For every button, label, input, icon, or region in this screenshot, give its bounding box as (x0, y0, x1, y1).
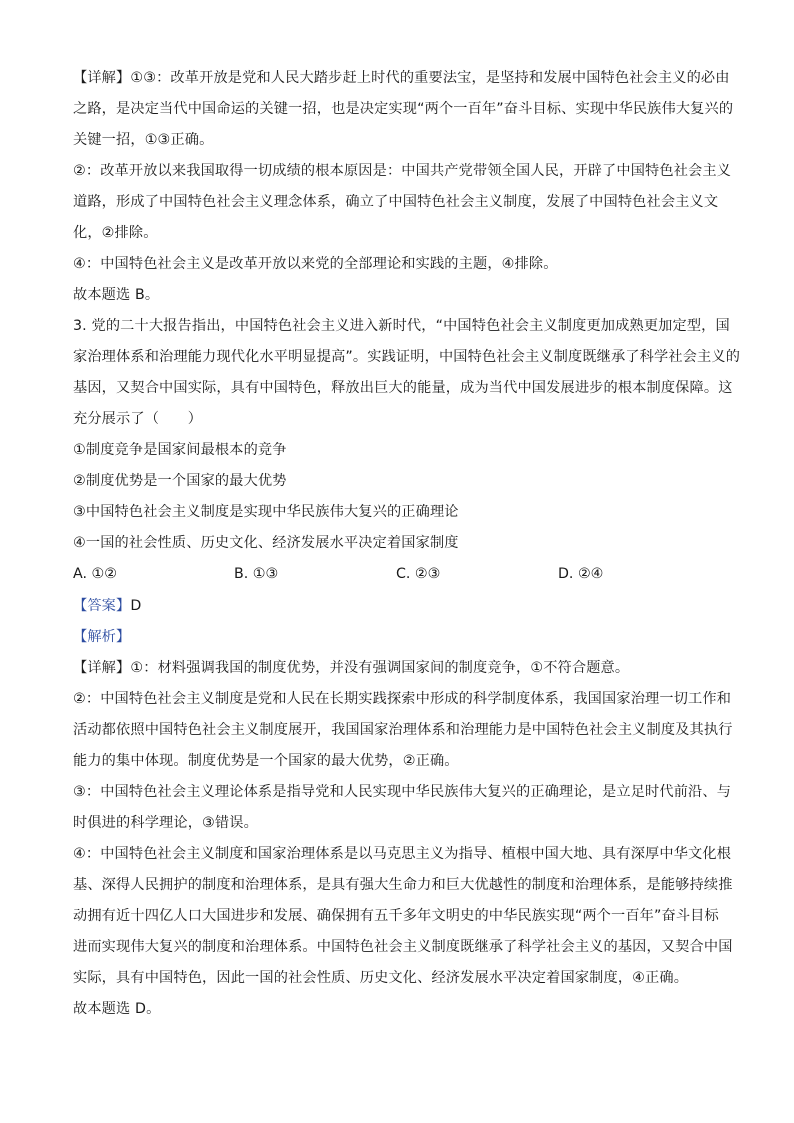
answer-line (73, 596, 723, 616)
conclusion-line: 故本题选 D。 (73, 1001, 161, 1017)
statement-3: ③中国特色社会主义制度是实现中华民族伟大复兴的正确理论 (73, 504, 459, 520)
answer-value: D (130, 598, 142, 614)
detail-line: 进而实现伟大复兴的制度和治理体系。中国特色社会主义制度既继承了科学社会主义的基因，又契合中国 (73, 939, 733, 955)
detail-line: 时俱进的科学理论，③错误。 (73, 815, 258, 831)
detail-line: 实际，具有中国特色，因此一国的社会性质、历史文化、经济发展水平决定着国家制度，④正确。 (73, 970, 689, 986)
detail-line: 道路，形成了中国特色社会主义理念体系，确立了中国特色社会主义制度，发展了中国特色社会主义文 (73, 194, 719, 210)
conclusion-line: 故本题选 B。 (73, 287, 160, 303)
detail-line: ②：中国特色社会主义制度是党和人民在长期实践探索中形成的科学制度体系，我国国家治理一切工作和 (73, 691, 732, 707)
statement-4: ④一国的社会性质、历史文化、经济发展水平决定着国家制度 (73, 535, 459, 551)
detail-line: ④：中国特色社会主义制度和国家治理体系是以马克思主义为指导、植根中国大地、具有深厚中华文化根 (73, 846, 732, 862)
detail-line: ②：改革开放以来我国取得一切成绩的根本原因是：中国共产党带领全国人民，开辟了中国特色社会主义 (73, 163, 732, 179)
detail-line: 【详解】①③：改革开放是党和人民大踏步赶上时代的重要法宝，是坚持和发展中国特色社会主义的必由 (73, 70, 730, 86)
detail-line: 关键一招，①③正确。 (73, 132, 214, 148)
option-c: C. ②③ (396, 566, 441, 582)
detail-line: 活动都依照中国特色社会主义制度展开，我国国家治理体系和治理能力是中国特色社会主义制度及其执行 (73, 722, 733, 738)
analysis-label: 【解析】 (73, 629, 131, 645)
question-stem-line: 充分展示了（ ） (73, 411, 203, 427)
answer-label: 【答案】 (73, 598, 131, 614)
option-a: A. ①② (73, 566, 117, 582)
detail-line: 动拥有近十四亿人口大国进步和发展、确保拥有五千多年文明史的中华民族实现“两个一百年”奋斗目标 (73, 908, 719, 924)
detail-line: ③：中国特色社会主义理论体系是指导党和人民实现中华民族伟大复兴的正确理论，是立足时代前沿、与 (73, 784, 732, 800)
statement-2: ②制度优势是一个国家的最大优势 (73, 473, 287, 489)
option-d: D. ②④ (558, 566, 604, 582)
option-b: B. ①③ (234, 566, 279, 582)
detail-line: 能力的集中体现。制度优势是一个国家的最大优势，②正确。 (73, 753, 459, 769)
question-stem-line: 3. 党的二十大报告指出，中国特色社会主义进入新时代，“中国特色社会主义制度更加成熟更加定型，国 (73, 318, 730, 334)
question-stem-line: 基因，又契合中国实际，具有中国特色，释放出巨大的能量，成为当代中国发展进步的根本制度保障。这 (73, 380, 733, 396)
statement-1: ①制度竞争是国家间最根本的竞争 (73, 442, 287, 458)
question-stem-line: 家治理体系和治理能力现代化水平明显提高”。实践证明，中国特色社会主义制度既继承了科学社会主义的 (73, 349, 741, 365)
detail-line: 【详解】①：材料强调我国的制度优势，并没有强调国家间的制度竞争，①不符合题意。 (73, 660, 630, 676)
detail-line: 基、深得人民拥护的制度和治理体系，是具有强大生命力和巨大优越性的制度和治理体系，是能够持续推 (73, 877, 733, 893)
detail-line: 之路，是决定当代中国命运的关键一招，也是决定实现“两个一百年”奋斗目标、实现中华民族伟大复兴的 (73, 101, 734, 117)
detail-line: ④：中国特色社会主义是改革开放以来党的全部理论和实践的主题，④排除。 (73, 256, 558, 272)
detail-label: 【详解】 (73, 660, 131, 676)
detail-label: 【详解】 (73, 70, 131, 86)
detail-line: 化，②排除。 (73, 225, 158, 241)
